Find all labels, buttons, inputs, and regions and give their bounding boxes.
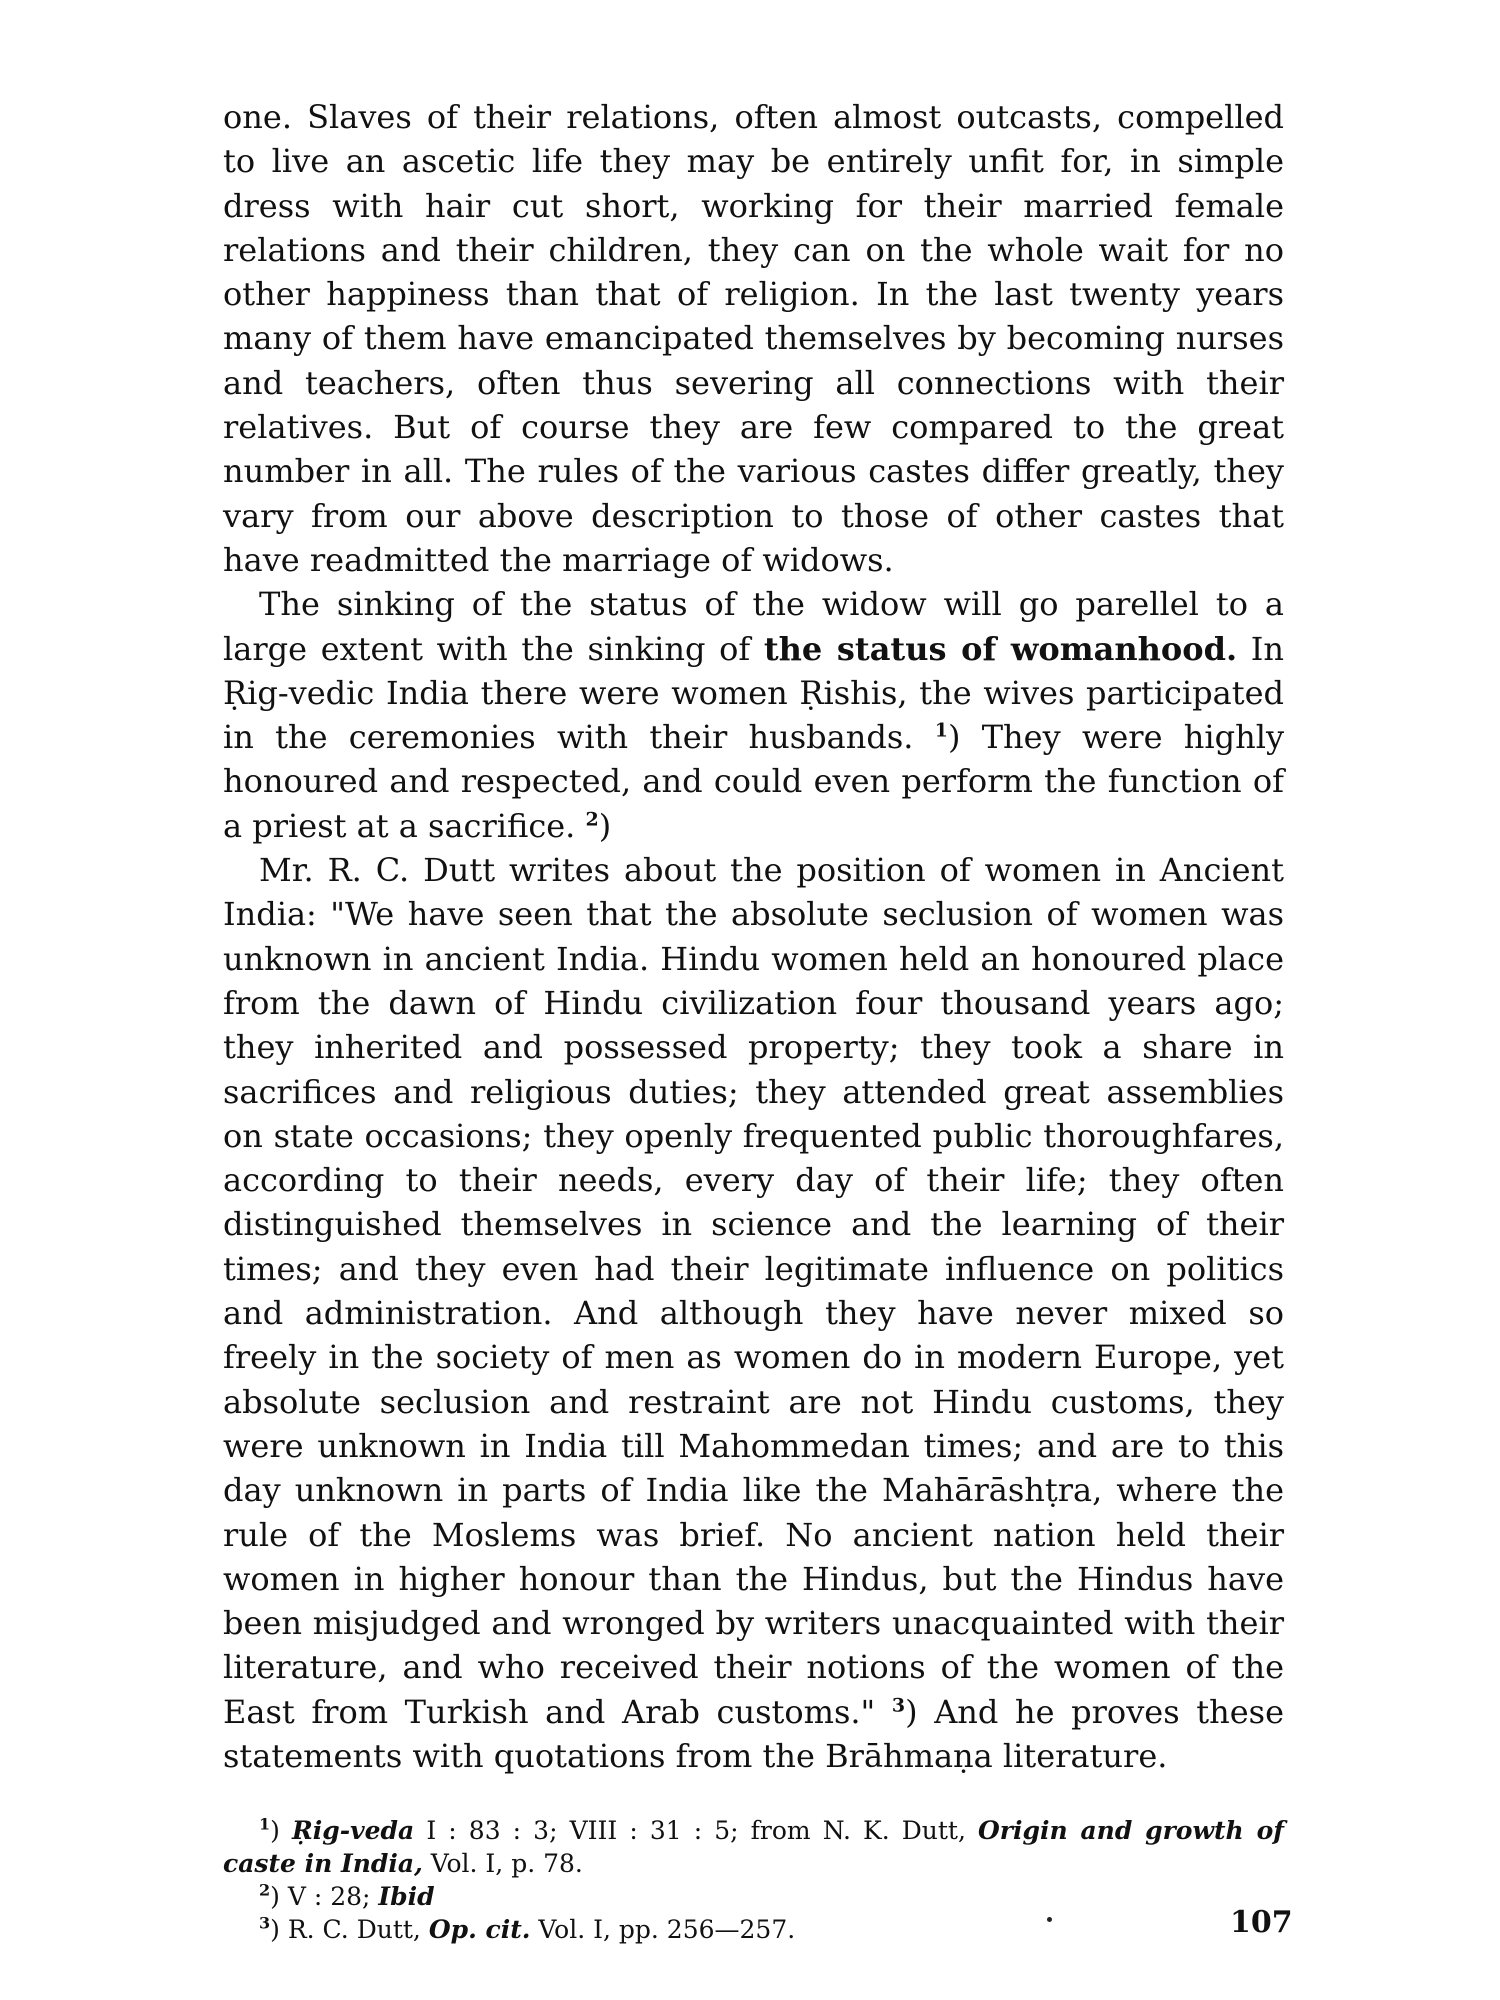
footnote-2-ibid: Ibid bbox=[378, 1882, 435, 1912]
footnote-3-mid: Vol. I, pp. 256—257. bbox=[530, 1915, 796, 1945]
scan-dot bbox=[1047, 1917, 1052, 1922]
footnote-2-pre: ) V : 28; bbox=[270, 1882, 379, 1912]
footnote-1-pre: ) bbox=[270, 1816, 292, 1846]
paragraph-2 bbox=[223, 582, 1284, 848]
footnote-3 bbox=[223, 1913, 1284, 1946]
footnote-ref-2: 2 bbox=[585, 808, 599, 831]
footnote-2-mark: 2 bbox=[259, 1880, 271, 1900]
footnote-ref-1: 1 bbox=[934, 719, 948, 742]
paragraph-3 bbox=[223, 848, 1284, 1778]
footnote-2 bbox=[223, 1880, 1284, 1913]
footnote-1-book: Origin and growth of caste in India, bbox=[223, 1816, 1284, 1879]
paragraph-3-text-b: ) And he proves these statements with quotations from the Brāhmaṇa literature. bbox=[223, 1692, 1285, 1775]
paragraph-2-text-c: In Ṛig-vedic India there were women Ṛishis, the wives participated in the ceremonies with their husbands. bbox=[223, 629, 1285, 757]
page-content bbox=[223, 95, 1284, 1946]
footnote-3-opcit: Op. cit. bbox=[428, 1915, 531, 1945]
footnote-1-title: Ṛig-veda bbox=[291, 1816, 415, 1846]
body-text bbox=[223, 95, 1284, 1778]
footnote-ref-3: 3 bbox=[891, 1694, 906, 1717]
paragraph-2-text-e: ) bbox=[598, 806, 612, 845]
footnote-1-mark: 1 bbox=[259, 1814, 271, 1834]
footnote-1-mid: I : 83 : 3; VIII : 31 : 5; from N. K. Dutt, bbox=[414, 1816, 979, 1846]
paragraph-2-emphasis: the status of womanhood. bbox=[763, 629, 1238, 668]
paragraph-3-quote: Mr. R. C. Dutt writes about the position of women in Ancient India: "We have seen that the absolute seclusion of women was unknown in ancient India. Hindu women held an honoured place from the dawn of Hindu civilization four thousand years ago; they inherited and possessed property; they took a share in sacrifices and religious duties; they attended great assemblies on state occasions; they openly frequented public thoroughfares, according to their needs, every day of their life; they often distinguished themselves in science and the learning of their times; and they even had their legitimate influence on politics and administration. And although they have never mixed so freely in the society of men as women do in modern Europe, yet absolute seclusion and restraint are not Hindu customs, they were unknown in India till Mahommedan times; and are to this day unknown in parts of India like the Mahārāshṭra, where the rule of the Moslems was brief. No ancient nation held their women in higher honour than the Hindus, but the Hindus have been misjudged and wronged by writers unacquainted with their literature, and who received their notions of the women of the East from Turkish and Arab customs." bbox=[223, 851, 1284, 1731]
footnotes bbox=[223, 1814, 1284, 1946]
footnote-1-post: Vol. I, p. 78. bbox=[422, 1849, 583, 1879]
page-number: 107 bbox=[1230, 1905, 1293, 1940]
footnote-3-mark: 3 bbox=[259, 1913, 271, 1933]
footnote-3-pre: ) R. C. Dutt, bbox=[270, 1915, 429, 1945]
paragraph-2-text-a: The sinking of the status of the widow will go parellel to a large extent with the sinking of bbox=[223, 585, 1284, 668]
paragraph-2-text-d: ) They were highly honoured and respected, and could even perform the function of a priest at a sacrifice. bbox=[223, 718, 1285, 845]
paragraph-1-text: one. Slaves of their relations, often almost outcasts, compelled to live an ascetic life they may be entirely unfit for, in simple dress with hair cut short, working for their married female relations and their children, they can on the whole wait for no other happiness than that of religion. In the last twenty years many of them have emancipated themselves by becoming nurses and teachers, often thus severing all connections with their relatives. But of course they are few compared to the great number in all. The rules of the various castes differ greatly, they vary from our above description to those of other castes that have readmitted the marriage of widows. bbox=[223, 98, 1284, 579]
paragraph-1 bbox=[223, 95, 1284, 582]
footnote-1 bbox=[223, 1814, 1284, 1880]
